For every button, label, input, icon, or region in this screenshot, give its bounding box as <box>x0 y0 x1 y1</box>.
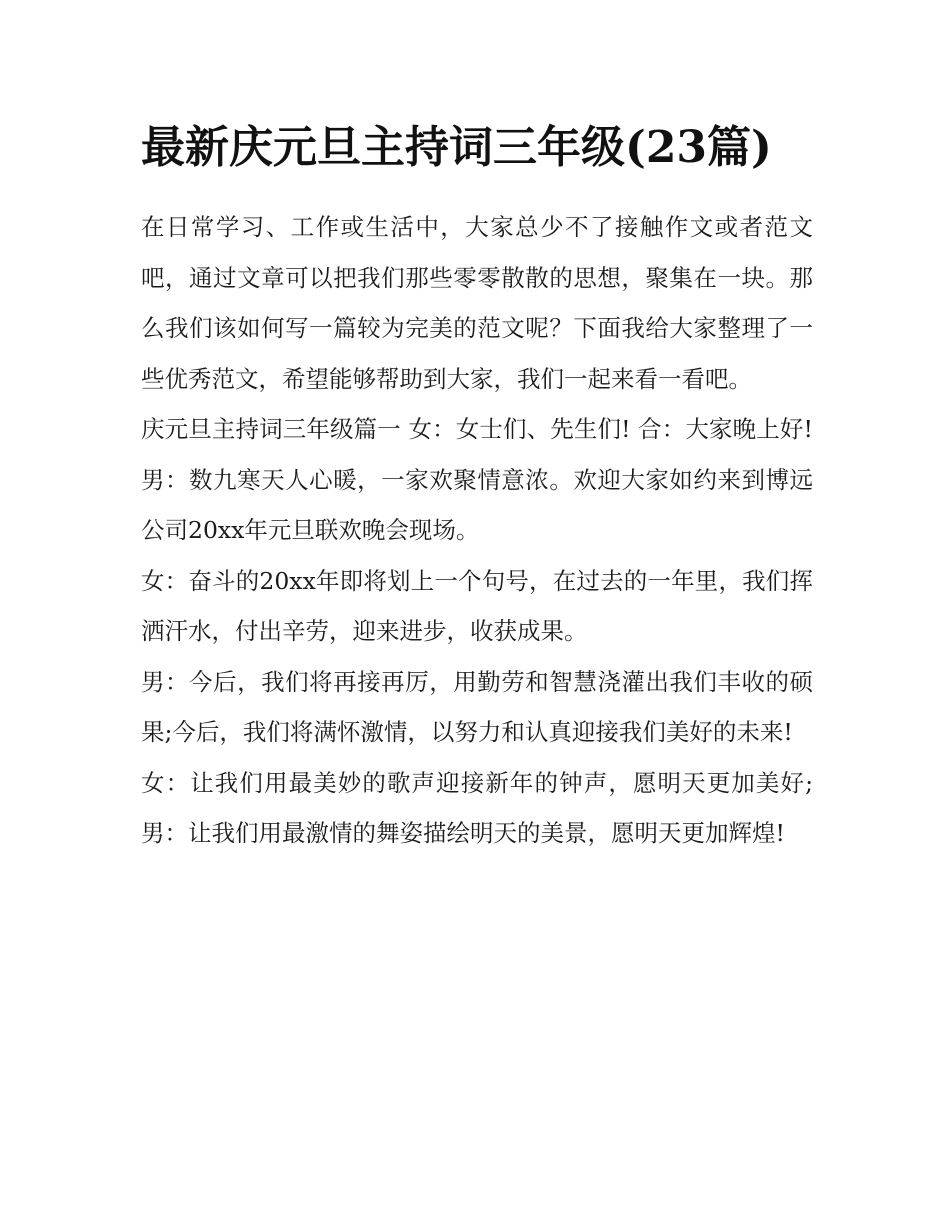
body-paragraph: 男：今后，我们将再接再厉，用勤劳和智慧浇灌出我们丰收的硕果;今后，我们将满怀激情，以努力和认真迎接我们美好的未来! <box>141 667 813 746</box>
body-paragraph: 女：奋斗的20xx年即将划上一个句号，在过去的一年里，我们挥洒汗水，付出辛劳，迎来进步，收获成果。 <box>141 566 813 645</box>
body-paragraph: 庆元旦主持词三年级篇一 女：女士们、先生们! 合：大家晚上好! 男：数九寒天人心暖，一家欢聚情意浓。欢迎大家如约来到博远公司20xx年元旦联欢晚会现场。 <box>141 415 813 544</box>
document-title: 最新庆元旦主持词三年级(23篇) <box>141 122 772 173</box>
document-content <box>141 112 813 859</box>
body-paragraph: 女：让我们用最美妙的歌声迎接新年的钟声，愿明天更加美好; 男：让我们用最激情的舞姿描绘明天的美景，愿明天更加辉煌! <box>141 768 813 847</box>
intro-paragraph: 在日常学习、工作或生活中，大家总少不了接触作文或者范文吧，通过文章可以把我们那些零零散散的思想，聚集在一块。那么我们该如何写一篇较为完美的范文呢？下面我给大家整理了一些优秀范文，希望能够帮助到大家，我们一起来看一看吧。 <box>141 213 813 393</box>
